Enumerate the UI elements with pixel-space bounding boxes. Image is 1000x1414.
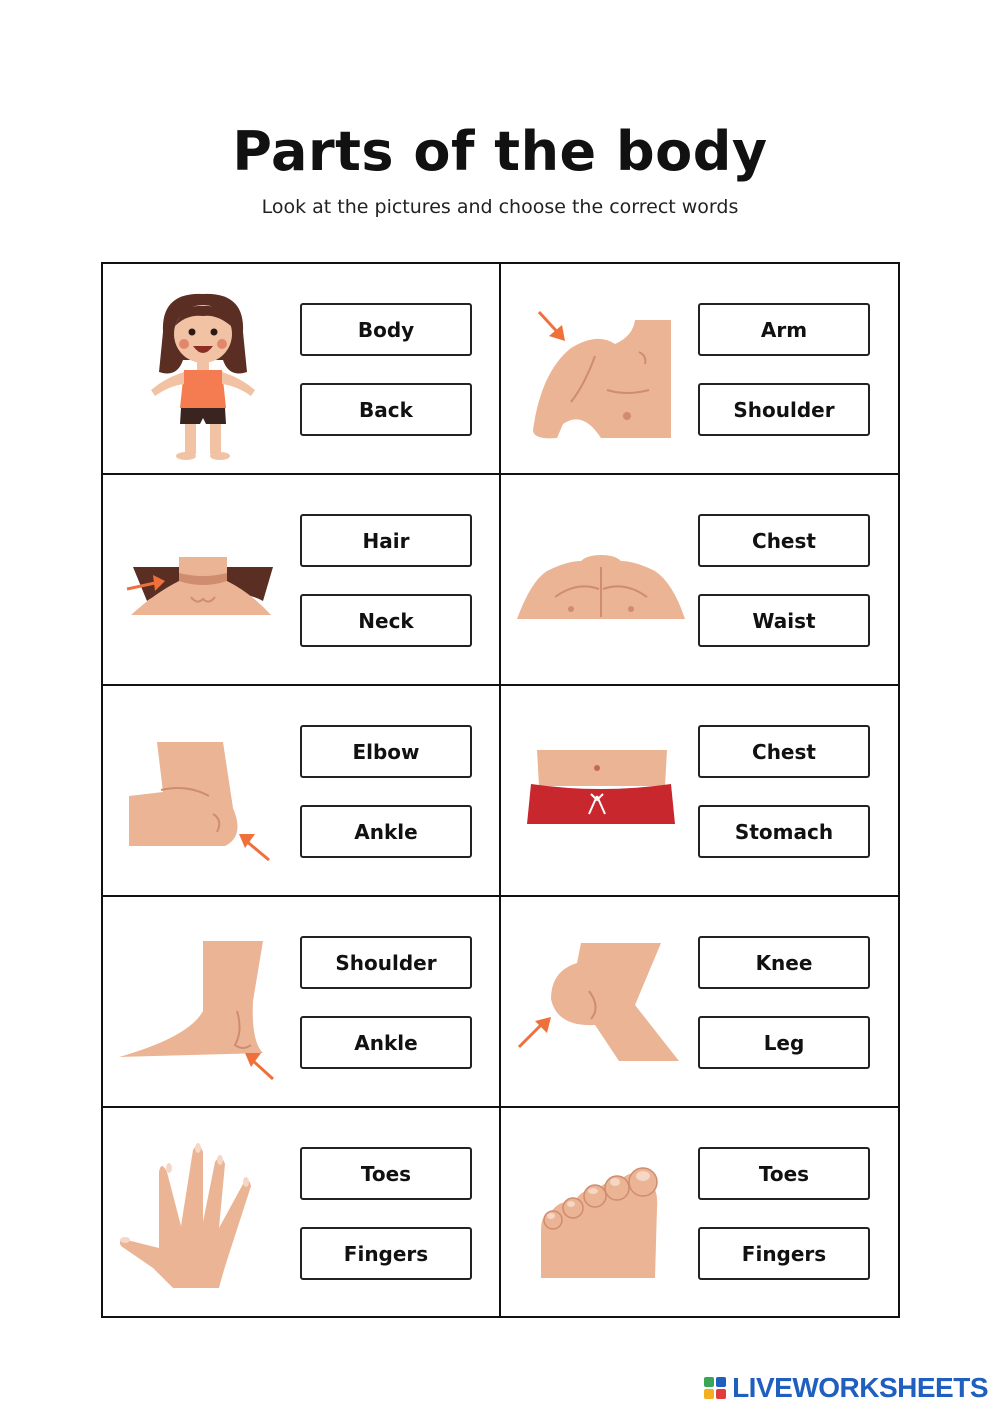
option-neck[interactable]: Neck: [300, 594, 472, 647]
option-body[interactable]: Body: [300, 303, 472, 356]
elbow-image: [113, 696, 293, 886]
brand-label: LIVEWORKSHEETS: [732, 1372, 988, 1403]
option-stomach[interactable]: Stomach: [698, 805, 870, 858]
logo-square-green: [704, 1377, 714, 1387]
cell-shoulder: [501, 264, 900, 475]
option-toes[interactable]: Toes: [300, 1147, 472, 1200]
stomach-image: [511, 696, 691, 886]
page-title: Parts of the body: [232, 120, 768, 183]
option-back[interactable]: Back: [300, 383, 472, 436]
neck-image: [113, 485, 293, 675]
cell-toes: [501, 1108, 900, 1319]
logo-square-blue: [716, 1377, 726, 1387]
option-ankle[interactable]: Ankle: [300, 805, 472, 858]
option-fingers[interactable]: Fingers: [300, 1227, 472, 1280]
option-toes-2[interactable]: Toes: [698, 1147, 870, 1200]
shoulder-image: [511, 274, 691, 464]
girl-body-image: [113, 274, 293, 464]
option-hair[interactable]: Hair: [300, 514, 472, 567]
chest-image: [511, 485, 691, 675]
option-leg[interactable]: Leg: [698, 1016, 870, 1069]
option-knee[interactable]: Knee: [698, 936, 870, 989]
knee-image: [511, 907, 691, 1097]
liveworksheets-brand[interactable]: [704, 1372, 988, 1404]
option-chest[interactable]: Chest: [698, 514, 870, 567]
cell-ankle: [103, 897, 502, 1108]
option-fingers-2[interactable]: Fingers: [698, 1227, 870, 1280]
logo-square-yellow: [704, 1389, 714, 1399]
option-waist[interactable]: Waist: [698, 594, 870, 647]
cell-knee: [501, 897, 900, 1108]
foot-image: [511, 1118, 691, 1308]
ankle-image: [113, 907, 293, 1097]
cell-fingers: [103, 1108, 502, 1319]
option-chest-2[interactable]: Chest: [698, 725, 870, 778]
page-subtitle: Look at the pictures and choose the correct words: [261, 196, 739, 218]
option-elbow[interactable]: Elbow: [300, 725, 472, 778]
logo-square-red: [716, 1389, 726, 1399]
option-ankle-2[interactable]: Ankle: [300, 1016, 472, 1069]
liveworksheets-logo-icon: [704, 1377, 726, 1399]
option-shoulder-2[interactable]: Shoulder: [300, 936, 472, 989]
option-shoulder[interactable]: Shoulder: [698, 383, 870, 436]
cell-body: [103, 264, 502, 475]
option-arm[interactable]: Arm: [698, 303, 870, 356]
hand-image: [113, 1118, 293, 1308]
cell-elbow: [103, 686, 502, 897]
cell-chest: [501, 475, 900, 686]
cell-stomach: [501, 686, 900, 897]
cell-neck: [103, 475, 502, 686]
